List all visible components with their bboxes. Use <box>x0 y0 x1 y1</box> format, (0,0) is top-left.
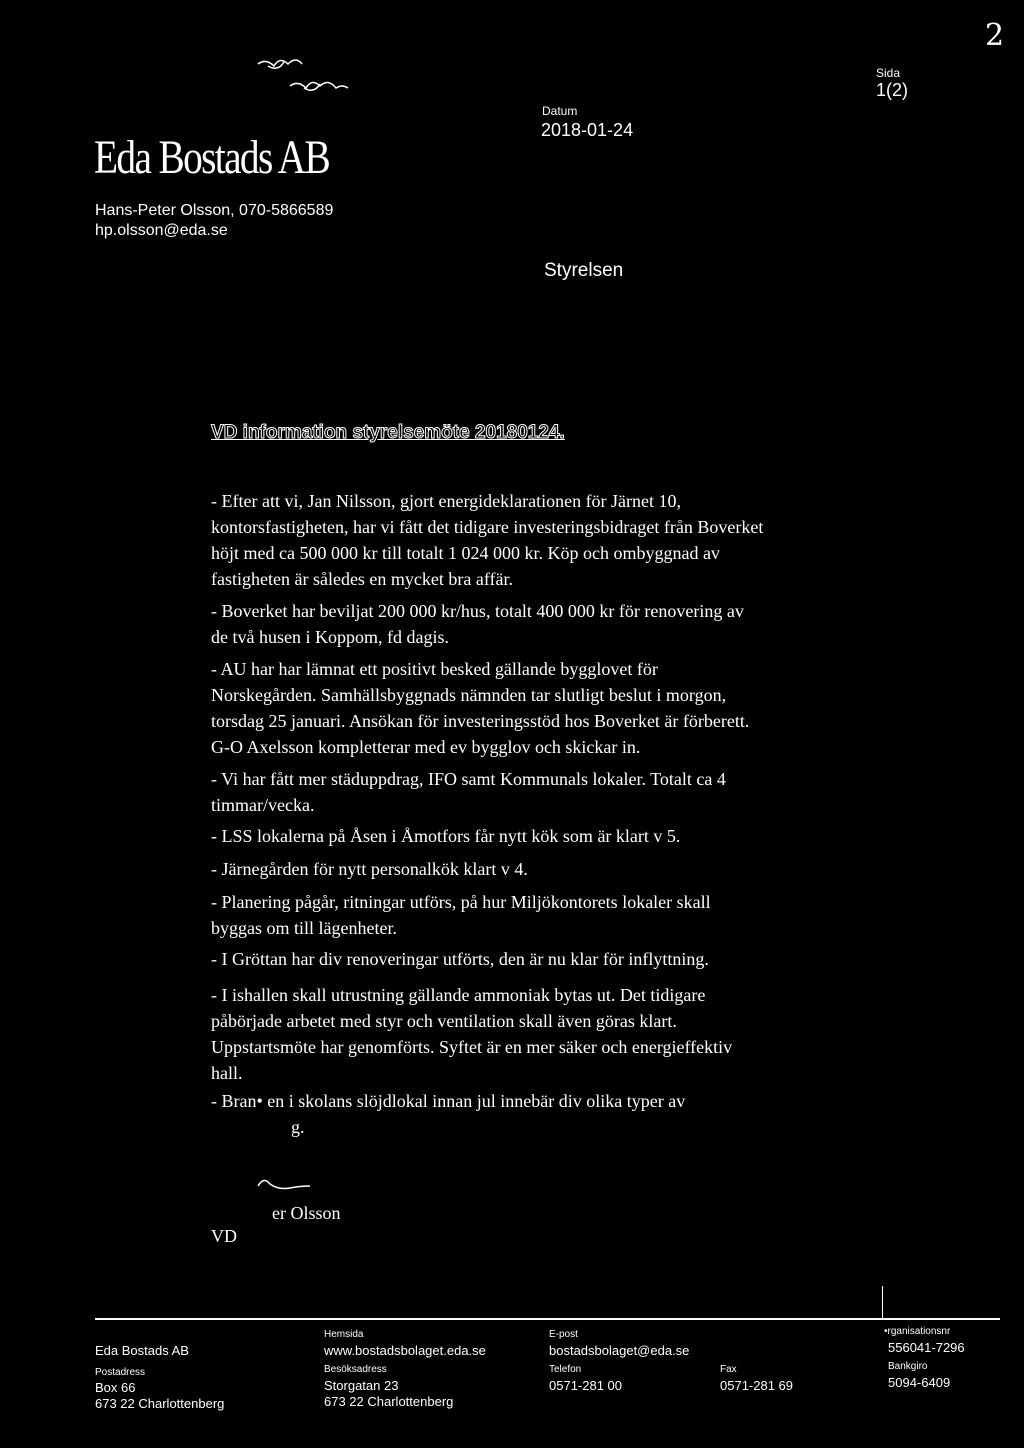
footer-tick <box>882 1286 883 1318</box>
text-line: - Bran• en i skolans slöjdlokal innan jul innebär div olika typer av <box>211 1091 686 1111</box>
paragraph-jarnegarden <box>211 856 528 882</box>
recipient: Styrelsen <box>544 260 624 281</box>
footer-bankgiro-value: 5094-6409 <box>888 1375 951 1390</box>
text-line: Uppstartsmöte har genomförts. Syftet är en mer säker och energieffektiv <box>211 1037 733 1057</box>
date-value: 2018-01-24 <box>541 120 634 140</box>
paragraph-brand <box>211 1088 685 1140</box>
text-line: torsdag 25 januari. Ansökan för investeringsstöd hos Boverket är förberett. <box>211 711 750 731</box>
text-line: - Planering pågår, ritningar utförs, på hur Miljökontorets lokaler skall <box>211 892 711 912</box>
footer-visit-label: Besöksadress <box>324 1364 387 1375</box>
footer-visit-line1: Storgatan 23 <box>324 1378 399 1393</box>
document-subject: VD information styrelsemöte 20180124. <box>211 422 565 443</box>
paragraph-grottan <box>211 946 709 972</box>
footer-fax-value: 0571-281 69 <box>720 1378 794 1393</box>
signature-scribble <box>256 1176 312 1192</box>
signature-title: VD <box>211 1226 237 1246</box>
text-line: påbörjade arbetet med styr och ventilation skall även göras klart. <box>211 1011 677 1031</box>
footer-phone-value: 0571-281 00 <box>549 1378 623 1393</box>
text-line: - Boverket har beviljat 200 000 kr/hus, totalt 400 000 kr för renovering av <box>211 601 744 621</box>
footer-web-link[interactable]: www.bostadsbolaget.eda.se <box>324 1343 486 1358</box>
text-line: - AU har har lämnat ett positivt besked gällande bygglovet för <box>211 659 658 679</box>
text-line: timmar/vecka. <box>211 795 315 815</box>
footer-web-label: Hemsida <box>324 1329 364 1340</box>
footer-postal-label: Postadress <box>95 1367 146 1378</box>
paragraph-jarnet <box>211 488 763 592</box>
footer-company: Eda Bostads AB <box>95 1343 189 1358</box>
text-line: höjt med ca 500 000 kr till totalt 1 024 000 kr. Köp och ombyggnad av <box>211 543 720 563</box>
contact-person: Hans-Peter Olsson, 070-5866589 <box>95 202 334 219</box>
text-line: de två husen i Koppom, fd dagis. <box>211 627 449 647</box>
text-line: - I Gröttan har div renoveringar utförts, den är nu klar för inflyttning. <box>211 949 709 969</box>
text-line: fastigheten är således en mycket bra affär. <box>211 569 514 589</box>
footer-email-link[interactable]: bostadsbolaget@eda.se <box>549 1343 690 1358</box>
text-line: - Vi har fått mer städuppdrag, IFO samt Kommunals lokaler. Totalt ca 4 <box>211 769 726 789</box>
text-line: g. <box>291 1117 305 1137</box>
page-value: 1(2) <box>876 80 909 100</box>
footer-fax-label: Fax <box>720 1364 737 1375</box>
text-line: Norskegården. Samhällsbyggnads nämnden tar slutligt beslut i morgon, <box>211 685 727 705</box>
paragraph-miljokontoret <box>211 889 711 941</box>
footer-email-label: E-post <box>549 1329 578 1340</box>
text-line: kontorsfastigheten, har vi fått det tidigare investeringsbidraget från Boverket <box>211 517 764 537</box>
paragraph-ishallen <box>211 982 732 1086</box>
date-label: Datum <box>542 104 578 118</box>
paragraph-lss <box>211 823 680 849</box>
footer-postal-line2: 673 22 Charlottenberg <box>95 1396 225 1411</box>
page-number-handwritten: 2 <box>985 18 1005 53</box>
text-line: - Efter att vi, Jan Nilsson, gjort energideklarationen för Järnet 10, <box>211 491 682 511</box>
footer-bankgiro-label: Bankgiro <box>888 1361 928 1372</box>
page-label: Sida <box>876 66 901 80</box>
paragraph-norskegarden <box>211 656 749 760</box>
company-name: Eda Bostads AB <box>94 131 330 184</box>
footer-visit-line2: 673 22 Charlottenberg <box>324 1394 454 1409</box>
text-line: - LSS lokalerna på Åsen i Åmotfors får nytt kök som är klart v 5. <box>211 826 681 846</box>
footer-postal-line1: Box 66 <box>95 1380 136 1395</box>
signature-name: er Olsson <box>272 1203 341 1223</box>
text-line: byggas om till lägenheter. <box>211 918 397 938</box>
text-line: hall. <box>211 1063 243 1083</box>
footer-phone-label: Telefon <box>549 1364 582 1375</box>
paragraph-stad <box>211 766 726 818</box>
footer-divider <box>95 1318 1000 1320</box>
text-line: G-O Axelsson kompletterar med ev bygglov och skickar in. <box>211 737 641 757</box>
footer-org-value: 556041-7296 <box>888 1340 965 1355</box>
paragraph-koppom <box>211 598 744 650</box>
text-line: - Järnegården för nytt personalkök klart v 4. <box>211 859 528 879</box>
logo-scribble <box>250 50 360 100</box>
text-line: - I ishallen skall utrustning gällande ammoniak bytas ut. Det tidigare <box>211 985 706 1005</box>
contact-email: hp.olsson@eda.se <box>95 222 228 239</box>
footer-org-label: •rganisationsnr <box>884 1326 951 1337</box>
